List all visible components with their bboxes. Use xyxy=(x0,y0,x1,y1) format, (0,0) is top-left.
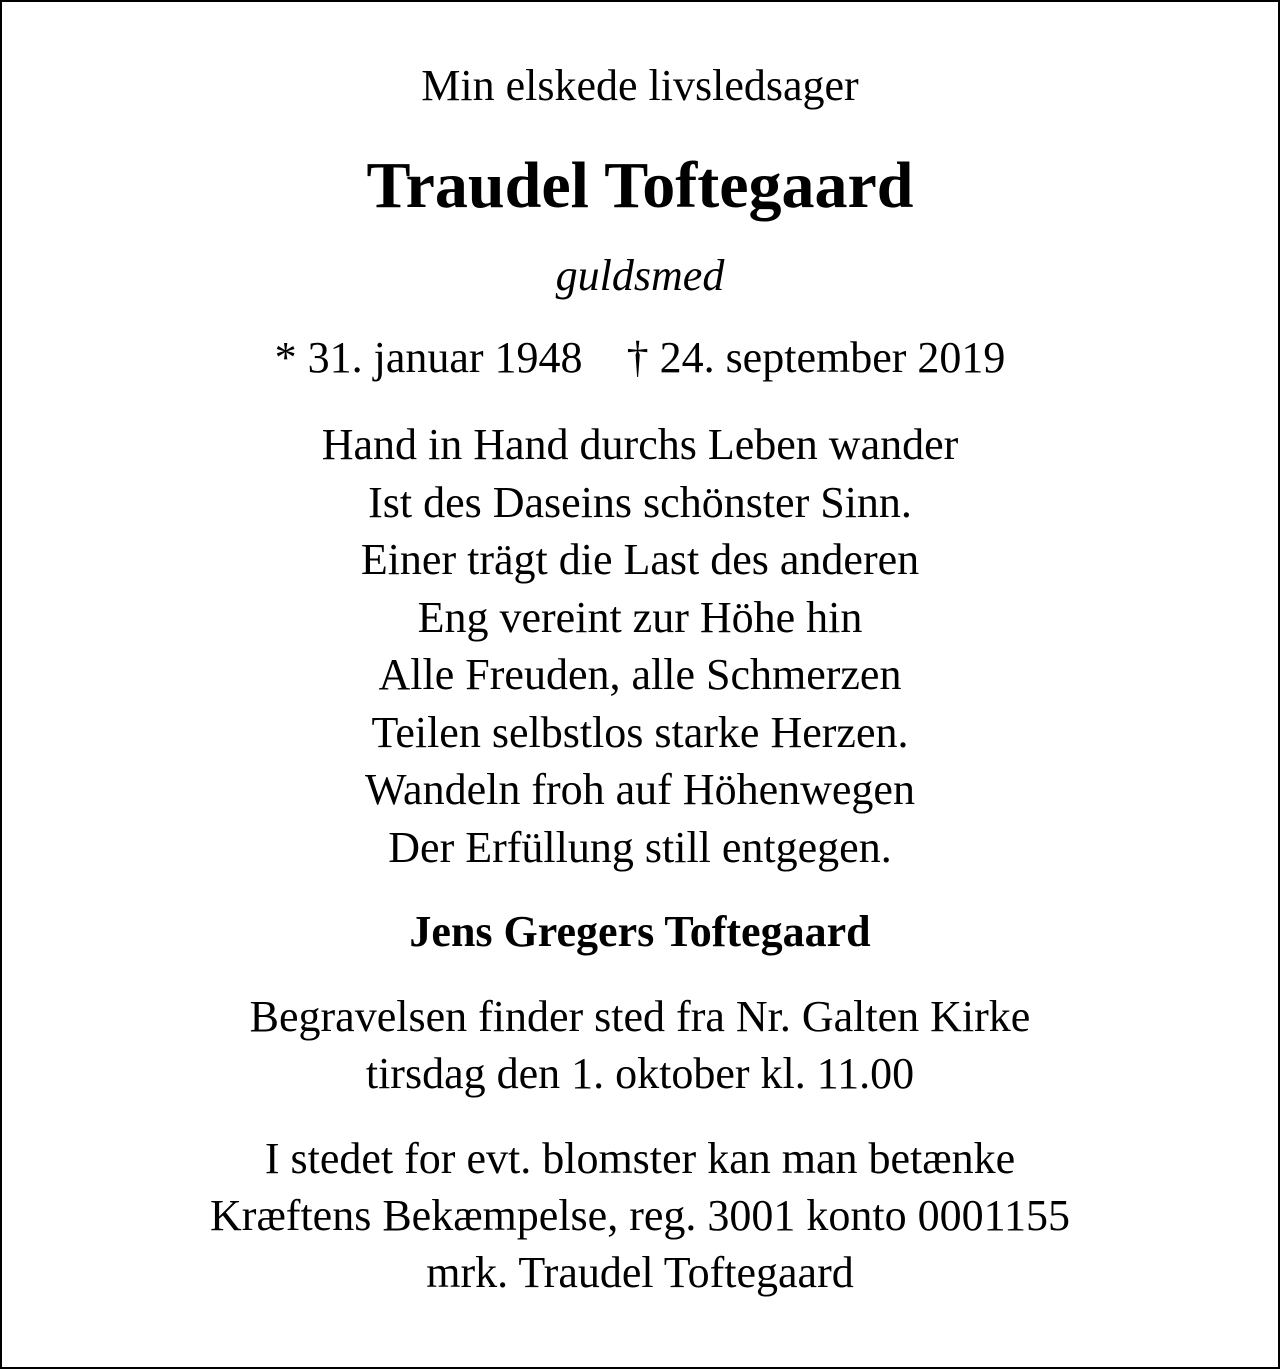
donation-line: I stedet for evt. blomster kan man betænke xyxy=(264,1134,1016,1183)
life-dates xyxy=(2,330,1278,386)
profession: guldsmed xyxy=(555,251,725,300)
intro-line: Min elskede livsledsager xyxy=(421,61,859,110)
funeral-line: Begravelsen finder sted fra Nr. Galten Kirke xyxy=(249,992,1031,1041)
birth-date: * 31. januar 1948 xyxy=(274,333,583,382)
donation-line: Kræftens Bekæmpelse, reg. 3001 konto 0001155 xyxy=(210,1191,1070,1240)
funeral-line: tirsdag den 1. oktober kl. 11.00 xyxy=(365,1049,915,1098)
poem-line: Wandeln froh auf Höhenwegen xyxy=(365,765,915,814)
deceased-name: Traudel Toftegaard xyxy=(366,149,914,222)
poem-line: Teilen selbstlos starke Herzen. xyxy=(371,707,909,757)
signer-name: Jens Gregers Toftegaard xyxy=(409,907,871,956)
poem-line: Alle Freuden, alle Schmerzen xyxy=(378,650,902,699)
poem-line: Der Erfüllung still entgegen. xyxy=(388,822,892,872)
poem-line: Eng vereint zur Höhe hin xyxy=(417,592,863,642)
donation-info xyxy=(2,1130,1278,1301)
death-date: † 24. september 2019 xyxy=(626,333,1006,382)
donation-line: mrk. Traudel Toftegaard xyxy=(426,1248,854,1297)
poem-line: Hand in Hand durchs Leben wander xyxy=(321,420,959,469)
funeral-info xyxy=(2,988,1278,1102)
poem xyxy=(2,416,1278,876)
poem-line: Einer trägt die Last des anderen xyxy=(360,535,920,584)
poem-line: Ist des Daseins schönster Sinn. xyxy=(368,477,912,527)
